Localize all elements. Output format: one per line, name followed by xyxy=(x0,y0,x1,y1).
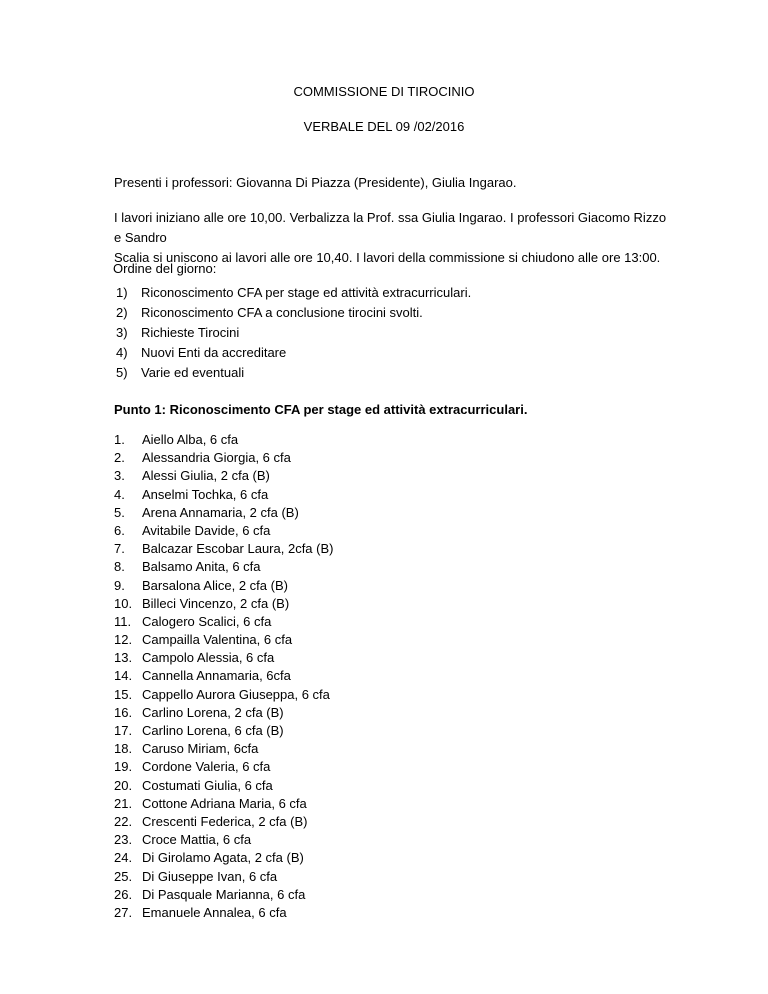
agenda-item xyxy=(114,343,471,363)
student-text: Aiello Alba, 6 cfa xyxy=(142,432,239,447)
student-item xyxy=(114,613,333,631)
student-item xyxy=(114,540,333,558)
document-subtitle: VERBALE DEL 09 /02/2016 xyxy=(303,119,465,134)
student-number: 9. xyxy=(114,577,125,593)
student-item xyxy=(114,813,333,831)
agenda-number: 2) xyxy=(116,305,128,320)
student-item xyxy=(114,667,333,685)
student-number: 3. xyxy=(114,468,125,484)
student-number: 19. xyxy=(114,759,133,775)
agenda-text: Richieste Tirocini xyxy=(141,325,240,340)
student-item xyxy=(114,686,333,704)
student-number: 8. xyxy=(114,559,125,575)
student-item xyxy=(114,704,333,722)
student-text: Cappello Aurora Giuseppa, 6 cfa xyxy=(142,686,330,702)
student-number: 6. xyxy=(114,522,125,538)
student-item xyxy=(114,558,333,576)
student-text: Crescenti Federica, 2 cfa (B) xyxy=(142,813,308,829)
student-item xyxy=(114,595,333,613)
student-number: 24. xyxy=(114,850,133,866)
student-text: Cannella Annamaria, 6cfa xyxy=(142,668,291,684)
student-text: Campailla Valentina, 6 cfa xyxy=(142,632,293,648)
work-line-2: Scalia si uniscono ai lavori alle ore 10,40. I lavori della commissione si chiudono alle ore 13:00. xyxy=(114,250,661,265)
student-text: Costumati Giulia, 6 cfa xyxy=(142,777,273,793)
agenda-text: Nuovi Enti da accreditare xyxy=(141,345,287,360)
work-line-1: I lavori iniziano alle ore 10,00. Verbalizza la Prof. ssa Giulia Ingarao. I professori Giacomo Rizzo e Sandro xyxy=(114,210,667,245)
student-item xyxy=(114,904,333,922)
student-number: 17. xyxy=(114,723,133,738)
student-text: Barsalona Alice, 2 cfa (B) xyxy=(142,577,288,593)
agenda-text: Riconoscimento CFA per stage ed attività extracurriculari. xyxy=(141,285,472,300)
student-item xyxy=(114,740,333,758)
student-text: Avitabile Davide, 6 cfa xyxy=(142,522,271,538)
student-number: 13. xyxy=(114,650,133,666)
student-item xyxy=(114,504,333,522)
student-text: Alessandria Giorgia, 6 cfa xyxy=(142,450,291,466)
student-number: 26. xyxy=(114,886,133,902)
student-number: 20. xyxy=(114,777,133,793)
student-text: Di Giuseppe Ivan, 6 cfa xyxy=(142,868,278,884)
student-number: 11. xyxy=(114,613,132,629)
student-text: Campolo Alessia, 6 cfa xyxy=(142,650,275,666)
student-item xyxy=(114,886,333,904)
student-text: Billeci Vincenzo, 2 cfa (B) xyxy=(142,595,290,611)
student-number: 5. xyxy=(114,504,125,520)
agenda-item xyxy=(114,323,471,343)
student-item xyxy=(114,777,333,795)
student-item xyxy=(114,831,333,849)
student-number: 25. xyxy=(114,868,133,884)
student-number: 1. xyxy=(114,432,125,447)
student-text: Carlino Lorena, 6 cfa (B) xyxy=(142,723,284,738)
student-number: 14. xyxy=(114,668,133,684)
agenda-item xyxy=(114,283,471,303)
student-number: 16. xyxy=(114,704,133,720)
student-number: 22. xyxy=(114,813,133,829)
student-item xyxy=(114,758,333,776)
student-text: Caruso Miriam, 6cfa xyxy=(142,741,259,757)
present-paragraph: Presenti i professori: Giovanna Di Piazza (Presidente), Giulia Ingarao. xyxy=(114,175,517,190)
student-text: Balcazar Escobar Laura, 2cfa (B) xyxy=(142,541,334,557)
student-item xyxy=(114,431,333,449)
student-text: Croce Mattia, 6 cfa xyxy=(142,832,252,848)
student-list xyxy=(114,431,333,922)
student-item xyxy=(114,849,333,867)
agenda-item xyxy=(114,303,471,323)
agenda-text: Varie ed eventuali xyxy=(141,365,245,380)
student-text: Anselmi Tochka, 6 cfa xyxy=(142,486,269,502)
student-number: 15. xyxy=(114,686,133,702)
student-text: Di Pasquale Marianna, 6 cfa xyxy=(142,886,306,902)
student-number: 12. xyxy=(114,632,133,648)
document-title: COMMISSIONE DI TIROCINIO xyxy=(293,84,475,99)
agenda-number: 5) xyxy=(116,365,128,380)
student-number: 4. xyxy=(114,486,125,502)
student-item xyxy=(114,795,333,813)
student-text: Emanuele Annalea, 6 cfa xyxy=(142,904,287,920)
agenda-number: 4) xyxy=(116,345,128,360)
student-number: 21. xyxy=(114,795,133,811)
student-text: Arena Annamaria, 2 cfa (B) xyxy=(142,504,299,520)
student-item xyxy=(114,522,333,540)
student-number: 10. xyxy=(114,595,133,611)
student-item xyxy=(114,722,333,740)
student-number: 18. xyxy=(114,741,133,757)
student-item xyxy=(114,486,333,504)
student-item xyxy=(114,577,333,595)
student-item xyxy=(114,868,333,886)
student-text: Balsamo Anita, 6 cfa xyxy=(142,559,261,575)
student-item xyxy=(114,449,333,467)
student-text: Di Girolamo Agata, 2 cfa (B) xyxy=(142,850,304,866)
agenda-item xyxy=(114,363,471,383)
agenda-number: 1) xyxy=(116,285,128,300)
student-text: Calogero Scalici, 6 cfa xyxy=(142,613,272,629)
student-item xyxy=(114,649,333,667)
agenda-text: Riconoscimento CFA a conclusione tirocini svolti. xyxy=(141,305,423,320)
agenda-label: Ordine del giorno: xyxy=(113,261,217,276)
student-item xyxy=(114,467,333,485)
student-text: Cordone Valeria, 6 cfa xyxy=(142,759,271,775)
agenda-list xyxy=(114,283,471,383)
agenda-number: 3) xyxy=(116,325,128,340)
student-text: Alessi Giulia, 2 cfa (B) xyxy=(142,468,270,484)
section-heading: Punto 1: Riconoscimento CFA per stage ed attività extracurriculari. xyxy=(114,402,528,417)
student-number: 23. xyxy=(114,832,133,848)
student-number: 7. xyxy=(114,541,125,557)
student-number: 2. xyxy=(114,450,125,466)
student-item xyxy=(114,631,333,649)
student-text: Cottone Adriana Maria, 6 cfa xyxy=(142,795,307,811)
student-text: Carlino Lorena, 2 cfa (B) xyxy=(142,704,284,720)
student-number: 27. xyxy=(114,904,133,920)
